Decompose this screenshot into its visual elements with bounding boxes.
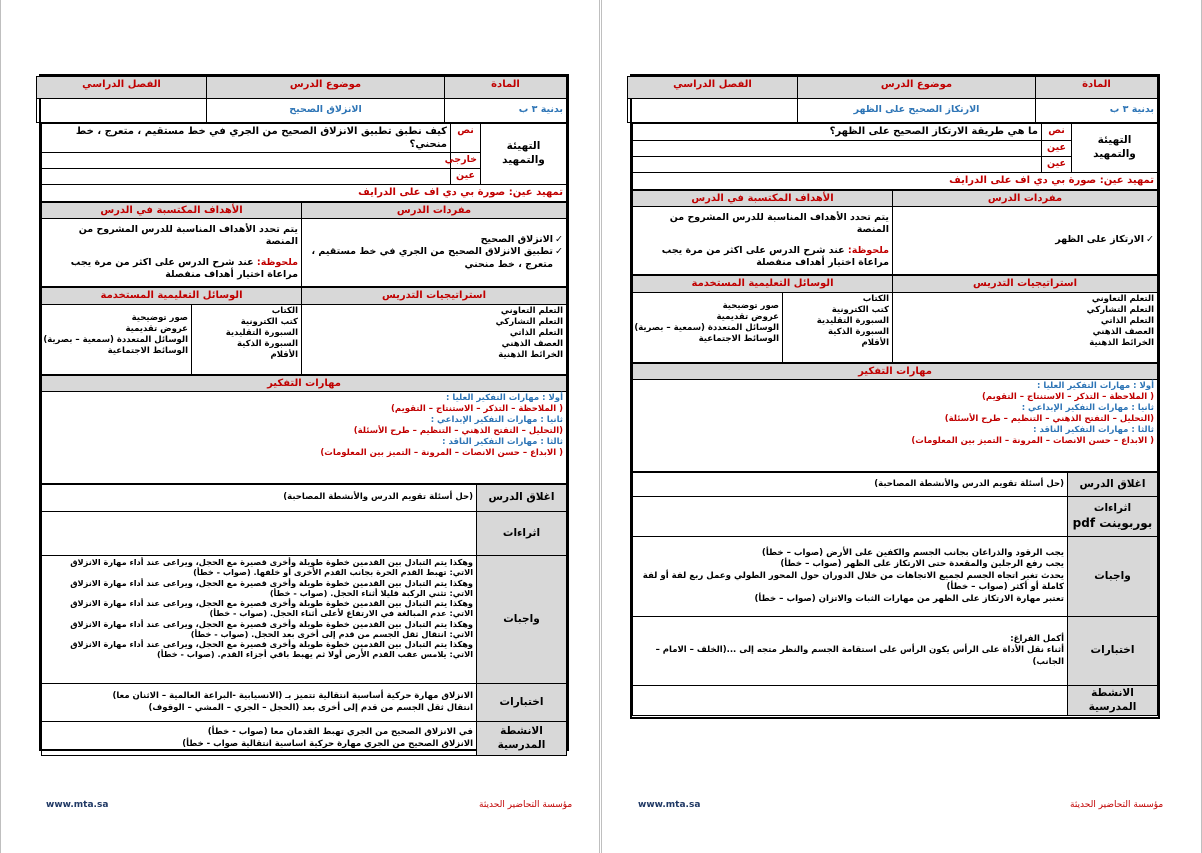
semester-label: الفصل الدراسي [628,77,798,99]
intro-table [41,123,567,202]
tools-list-a [783,293,893,363]
topic-label: موضوع الدرس [798,77,1036,99]
goals-text: يتم تحدد الأهداف المناسبة للدرس المشروح من المنصة [78,224,298,248]
vocab-goals-table [41,202,567,287]
thinking-creative-label: ثانيا : مهارات التفكير الإبداعي : [430,415,563,426]
enrich-label: اثراءات [1093,501,1132,514]
homework-item: وهكذا يتم التبادل بين القدمين خطوة طويلة وأخرى قصيرة مع الحجل، ويراعى عند أداء مهارة الانزلاق الاتي: عدم المبالغة في الارتفاع لأعلى أثناء الحجل. (صواب - خطأ) [70,598,473,619]
tool-item: الوسائل المتعددة (سمعية – بصرية) [634,323,779,334]
strategy-item: التعلم التشاركي [495,317,563,328]
page-left [0,0,600,853]
thinking-creative-text: (التحليل – التفتح الذهني – التنظيم – طرح الأسئلة) [944,414,1154,425]
strategy-item: التعلم الذاتي [509,328,563,339]
intro-row-label: نص [1042,124,1072,141]
activities-label: الانشطة المدرسية [477,722,567,756]
header-table [36,76,567,123]
tests-cell [42,684,477,722]
homework-item: تعتبر مهارة الارتكاز على الظهر من مهارات الثبات والاتزان (صواب – خطأ) [754,593,1064,604]
homework-label: واجبات [1068,537,1158,617]
enrich-blank [633,497,1068,537]
topic-value: الانزلاق الصحيح [207,99,445,123]
strategy-item: التعلم الذاتي [1100,316,1154,327]
footer-site[interactable]: www.mta.sa [638,800,701,810]
tests-label: اختبارات [477,684,567,722]
vocab-goals-table [632,190,1158,275]
thinking-critical-text: ( الابداع – حسن الانصات – المرونة – التميز بين المعلومات) [320,448,563,459]
tests-fill-label: أكمل الفراغ: [1010,634,1064,645]
header-table [627,76,1158,123]
semester-value [628,99,798,123]
tool-item: الكتاب [271,306,298,316]
strategy-item: التعلم التعاوني [1091,294,1154,304]
thinking-creative-text: (التحليل – التفتح الذهني – التنظيم – طرح الأسئلة) [353,426,563,437]
intro-question: ما هي طريقة الارتكاز الصحيح على الظهر؟ [633,124,1042,141]
thinking-title: مهارات التفكير [633,364,1158,380]
tool-item: عروض تقديمية [716,312,779,323]
strategies-tools-table [632,275,1158,363]
semester-label: الفصل الدراسي [37,77,207,99]
tests-cell [633,617,1068,686]
tool-item: كتب الكترونية [831,305,889,316]
homework-cell [42,556,477,684]
lesson-plan-sheet [39,74,569,751]
activities-cell [633,686,1068,716]
test-item: الانزلاق مهارة حركية أساسية انتقالية تتميز بـ (الانسيابية -البراعة العالمية – الاثنان معا) [112,691,473,702]
tools-list-b [42,305,192,375]
footer-site[interactable]: www.mta.sa [46,800,109,810]
thinking-high-text: ( الملاحظة – التذكر – الاستنتاج – التقويم) [391,404,563,415]
thinking-critical-label: ثالثا : مهارات التفكير الناقد : [442,437,563,448]
thinking-critical-label: ثالثا : مهارات التفكير الناقد : [1033,425,1154,436]
thinking-cell [633,380,1158,472]
strategy-item: العصف الذهني [1092,327,1154,338]
thinking-high-label: أولا : مهارات التفكير العليا : [1037,381,1154,391]
intro-table [632,123,1158,190]
homework-item: يجب رفع الرجلين والمقعدة حتى الارتكاز على الظهر (صواب – خطأ) [780,559,1064,570]
test-item: انتقال ثقل الجسم من قدم إلى أخرى بعد (الحجل – الجري – المشي – الوقوف) [148,702,473,713]
note-text: عند شرح الدرس على اكثر من مرة يجب مراعاة اختيار أهداف منفصلة [70,256,298,281]
intro-row-text [42,169,451,185]
intro-side-label: التهيئة والتمهيد [481,124,567,185]
homework-item: وهكذا يتم التبادل بين القدمين خطوة طويلة وأخرى قصيرة مع الحجل، ويراعى عند أداء مهارة الانزلاق الاتي: انتقال ثقل الجسم من قدم إلى أخرى بعد الحجل. (صواب - خطأ) [70,618,473,639]
vocab-item: ✓ تطبيق الانزلاق الصحيح من الجري في خط مستقيم ، متعرج ، خط منحني [305,246,563,271]
tool-item: الوسائط الاجتماعية [107,346,188,357]
enrich-cell [1068,497,1158,537]
intro-preface: تمهيد عين: صورة بي دي اف على الدرايف [42,185,567,202]
goals-label: الأهداف المكتسبة في الدرس [42,203,302,219]
thinking-critical-text: ( الابداع – حسن الانصات – المرونة – التميز بين المعلومات) [911,436,1154,447]
intro-side-label: التهيئة والتمهيد [1072,124,1158,173]
closing-text: (حل أسئلة تقويم الدرس والأنشطة المصاحبة) [42,485,477,512]
thinking-table [41,375,567,484]
footer-org: مؤسسة التحاضير الحديثة [1070,800,1164,810]
homework-item: وهكذا يتم التبادل بين القدمين خطوة طويلة وأخرى قصيرة مع الحجل، ويراعى عند أداء مهارة الانزلاق الاتي: يلامس عقب القدم الأرض أولا ثم يهبط باقي أجزاء القدم. (صواب - خطأ) [70,639,473,660]
intro-row-label: عين [1042,141,1072,157]
tools-label: الوسائل التعليمية المستخدمة [42,288,302,305]
tools-list-b [633,293,783,363]
activities-label: الانشطة المدرسية [1068,686,1158,716]
activity-item: في الانزلاق الصحيح من الجري تهبط القدمان معا (صواب - خطأ) [207,727,473,738]
thinking-cell [42,392,567,484]
vocab-cell [302,219,567,287]
thinking-high-text: ( الملاحظة – التذكر – الاستنتاج – التقويم) [982,392,1154,403]
subject-value: بدنية ٣ ب [1036,99,1158,123]
subject-label: المادة [1036,77,1158,99]
tool-item: السبورة الذكية [236,339,298,350]
homework-item: يجب الرقود والذراعان بجانب الجسم والكفين على الأرض (صواب – خطأ) [761,547,1064,558]
intro-row-text [42,153,451,169]
activities-cell [42,722,477,756]
homework-item: وهكذا يتم التبادل بين القدمين خطوة طويلة وأخرى قصيرة مع الحجل، ويراعى عند أداء مهارة الانزلاق الاتي: تهبط القدم الحرة بجانب القدم الأخرى أو خلفها. (صواب - خطأ) [70,557,473,578]
subject-value: بدنية ٣ ب [445,99,567,123]
page-right [601,0,1202,853]
vocab-label: مفردات الدرس [302,203,567,219]
intro-row-text [633,141,1042,157]
thinking-high-label: أولا : مهارات التفكير العليا : [446,393,563,403]
intro-row-label: عين [451,169,481,185]
thinking-table [632,363,1158,472]
intro-row-label: عين [1042,157,1072,173]
strategies-label: استراتيجيات التدريس [893,276,1158,293]
intro-row-label: خارجي [451,153,481,169]
strategies-list [893,293,1158,363]
tool-item: السبورة التقليدية [816,316,889,327]
thinking-title: مهارات التفكير [42,376,567,392]
strategy-item: الخرائط الذهنية [498,350,563,361]
strategy-item: العصف الذهني [501,339,563,350]
intro-row-text [633,157,1042,173]
tool-item: صور توضيحية [722,301,779,311]
closing-text: (حل أسئلة تقويم الدرس والأنشطة المصاحبة) [633,473,1068,497]
intro-row-label: نص [451,124,481,153]
enrich-text: بوربوينت pdf [1072,515,1153,530]
tools-list-a [192,305,302,375]
tool-item: الأقلام [861,338,889,349]
closing-label: اغلاق الدرس [1068,473,1158,497]
tool-item: الأقلام [270,350,298,361]
homework-label: واجبات [477,556,567,684]
footer-org: مؤسسة التحاضير الحديثة [479,800,573,810]
topic-label: موضوع الدرس [207,77,445,99]
vocab-item: ✓ الانزلاق الصحيح [305,234,563,246]
tool-item: السبورة التقليدية [225,328,298,339]
goals-cell [42,219,302,287]
vocab-label: مفردات الدرس [893,191,1158,207]
tool-item: الكتاب [862,294,889,304]
goals-label: الأهداف المكتسبة في الدرس [633,191,893,207]
tool-item: السبورة الذكية [827,327,889,338]
thinking-creative-label: ثانيا : مهارات التفكير الإبداعي : [1021,403,1154,414]
vocab-item: ✓ الارتكاز على الظهر [896,234,1154,246]
closing-table [41,484,567,756]
test-item: أثناء نقل الأداة على الرأس يكون الرأس على استقامة الجسم والنظر متجه إلى ...(الخلف – الامام – الجانب) [655,645,1064,667]
tool-item: صور توضيحية [131,313,188,323]
enrich-text [42,512,477,556]
homework-cell [633,537,1068,617]
closing-label: اغلاق الدرس [477,485,567,512]
strategy-item: التعلم التعاوني [500,306,563,316]
subject-label: المادة [445,77,567,99]
tool-item: الوسائط الاجتماعية [698,334,779,345]
vocab-cell [893,207,1158,275]
intro-question: كيف نطبق تطبيق الانزلاق الصحيح من الجري في خط مستقيم ، متعرج ، خط منحني؟ [42,124,451,153]
tool-item: الوسائل المتعددة (سمعية – بصرية) [43,335,188,346]
tools-label: الوسائل التعليمية المستخدمة [633,276,893,293]
note-text: عند شرح الدرس على اكثر من مرة يجب مراعاة اختيار أهداف منفصلة [661,244,889,269]
closing-table [632,472,1158,716]
homework-item: يحدث تغير اتجاه الجسم لجميع الاتجاهات من خلال الدوران حول المحور الطولي وعمل ربع لفة أو لفة كاملة أو أكثر (صواب – خطأ) [642,570,1064,593]
strategies-list [302,305,567,375]
note-label: ملحوظة: [847,244,889,256]
note-label: ملحوظة: [256,256,298,268]
activity-item: الانزلاق الصحيح من الجري مهارة حركية اساسية انتقالية صواب - خطأ) [182,738,473,749]
lesson-plan-sheet [630,74,1160,719]
strategy-item: الخرائط الذهنية [1089,338,1154,349]
goals-cell [633,207,893,275]
enrich-label: اثراءات [477,512,567,556]
tests-label: اختبارات [1068,617,1158,686]
strategy-item: التعلم التشاركي [1086,305,1154,316]
tool-item: كتب الكترونية [240,317,298,328]
semester-value [37,99,207,123]
strategies-label: استراتيجيات التدريس [302,288,567,305]
topic-value: الارتكاز الصحيح على الظهر [798,99,1036,123]
strategies-tools-table [41,287,567,375]
intro-preface: تمهيد عين: صورة بي دي اف على الدرايف [633,173,1158,190]
homework-item: وهكذا يتم التبادل بين القدمين خطوة طويلة وأخرى قصيرة مع الحجل، ويراعى عند أداء مهارة الانزلاق الاتي: تثني الركبة قليلا أثناء الحجل. (صواب - خطأ) [70,577,473,598]
goals-text: يتم تحدد الأهداف المناسبة للدرس المشروح من المنصة [669,212,889,236]
tool-item: عروض تقديمية [125,324,188,335]
